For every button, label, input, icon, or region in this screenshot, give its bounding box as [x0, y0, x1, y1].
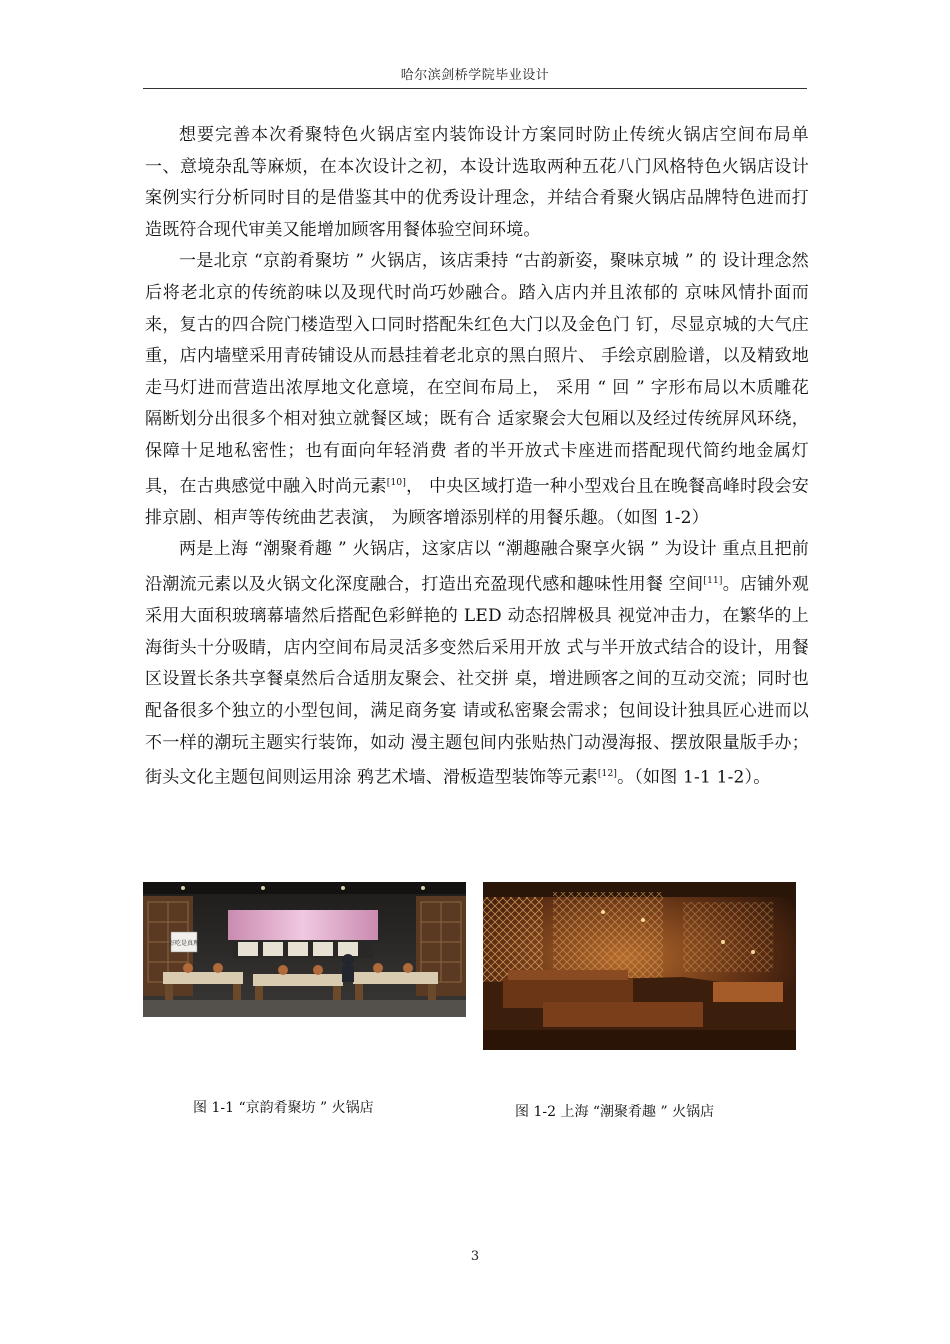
paragraph-1: [145, 120, 809, 246]
paragraph-3-text: 两是上海 “潮聚肴趣 ” 火锅店，这家店以 “潮趣融合聚享火锅 ” 为设计 重点且把前沿潮流元素以及火锅文化深度融合，打造出充盈现代感和趣味性用餐 空间: [145, 539, 809, 595]
citation-11: [11]: [703, 575, 723, 586]
figure-1-sign: 好吃是真理: [168, 940, 200, 947]
figure-1-illustration: [143, 882, 466, 1017]
figure-1-photo: [143, 882, 466, 1017]
paragraph-2-tail: ， 中央区域打造一种小型戏台且在晚餐高峰时段会安排京剧、相声等传统曲艺表演， 为顾客增添别样的用餐乐趣。（如图 1-2）: [145, 476, 809, 528]
paragraph-1-text: 想要完善本次肴聚特色火锅店室内装饰设计方案同时防止传统火锅店空间布局单一、意境杂乱等麻烦，在本次设计之初，本设计选取两种五花八门风格特色火锅店设计案例实行分析同时目的是借鉴其中的优秀设计理念，并结合肴聚火锅店品牌特色进而打造既符合现代审美又能增加顾客用餐体验空间环境。: [145, 125, 809, 240]
figure-1-caption: 图 1-1 “京韵肴聚坊 ” 火锅店: [193, 1100, 374, 1116]
paragraph-2-text: 一是北京 “京韵肴聚坊 ” 火锅店，该店秉持 “古韵新姿，聚味京城 ” 的 设计理念然后将老北京的传统韵味以及现代时尚巧妙融合。踏入店内并且浓郁的 京味风情扑面而来，复古的四合院门楼造型入口同时搭配朱红色大门以及金色门 钉，尽显京城的大气庄重，店内墙壁采用青砖铺设从而悬挂着老北京的黑白照片、 手绘京剧脸谱，以及精致地走马灯进而营造出浓厚地文化意境，在空间布局上， 采用 “ 回 ” 字形布局以木质雕花隔断划分出很多个相对独立就餐区域；既有合 适家聚会大包厢以及经过传统屏风环绕，保障十足地私密性；也有面向年轻消费 者的半开放式卡座进而搭配现代简约地金属灯具，在古典感觉中融入时尚元素: [145, 251, 809, 497]
citation-12: [12]: [597, 769, 618, 780]
paragraph-2: [145, 246, 809, 534]
page-number: 3: [470, 1249, 480, 1264]
paragraph-3-mid: 。店铺外观采用大面积玻璃幕墙然后搭配色彩鲜艳的 LED 动态招牌极具 视觉冲击力，在繁华的上海街头十分吸睛，店内空间布局灵活多变然后采用开放 式与半开放式结合的设计，用餐区设置长条共享餐桌然后合适朋友聚会、社交拼 桌，增进顾客之间的互动交流；同时也配备很多个独立的小型包间，满足商务宴 请或私密聚会需求；包间设计独具匠心进而以不一样的潮玩主题实行装饰，如动 漫主题包间内张贴热门动漫海报、摆放限量版手办；街头文化主题包间则运用涂 鸦艺术墙、滑板造型装饰等元素: [145, 574, 809, 788]
figure-2-illustration: [483, 882, 796, 1050]
paragraph-3-tail: 。（如图 1-1 1-2）。: [617, 767, 771, 788]
figure-2-caption: 图 1-2 上海 “潮聚肴趣 ” 火锅店: [515, 1104, 715, 1120]
page-header: 哈尔滨剑桥学院毕业设计: [400, 68, 550, 83]
header-rule: [143, 88, 807, 89]
paragraph-3: [145, 534, 809, 794]
body-text: [145, 120, 809, 794]
citation-10: [10]: [386, 477, 407, 488]
figure-2-photo: [483, 882, 796, 1050]
